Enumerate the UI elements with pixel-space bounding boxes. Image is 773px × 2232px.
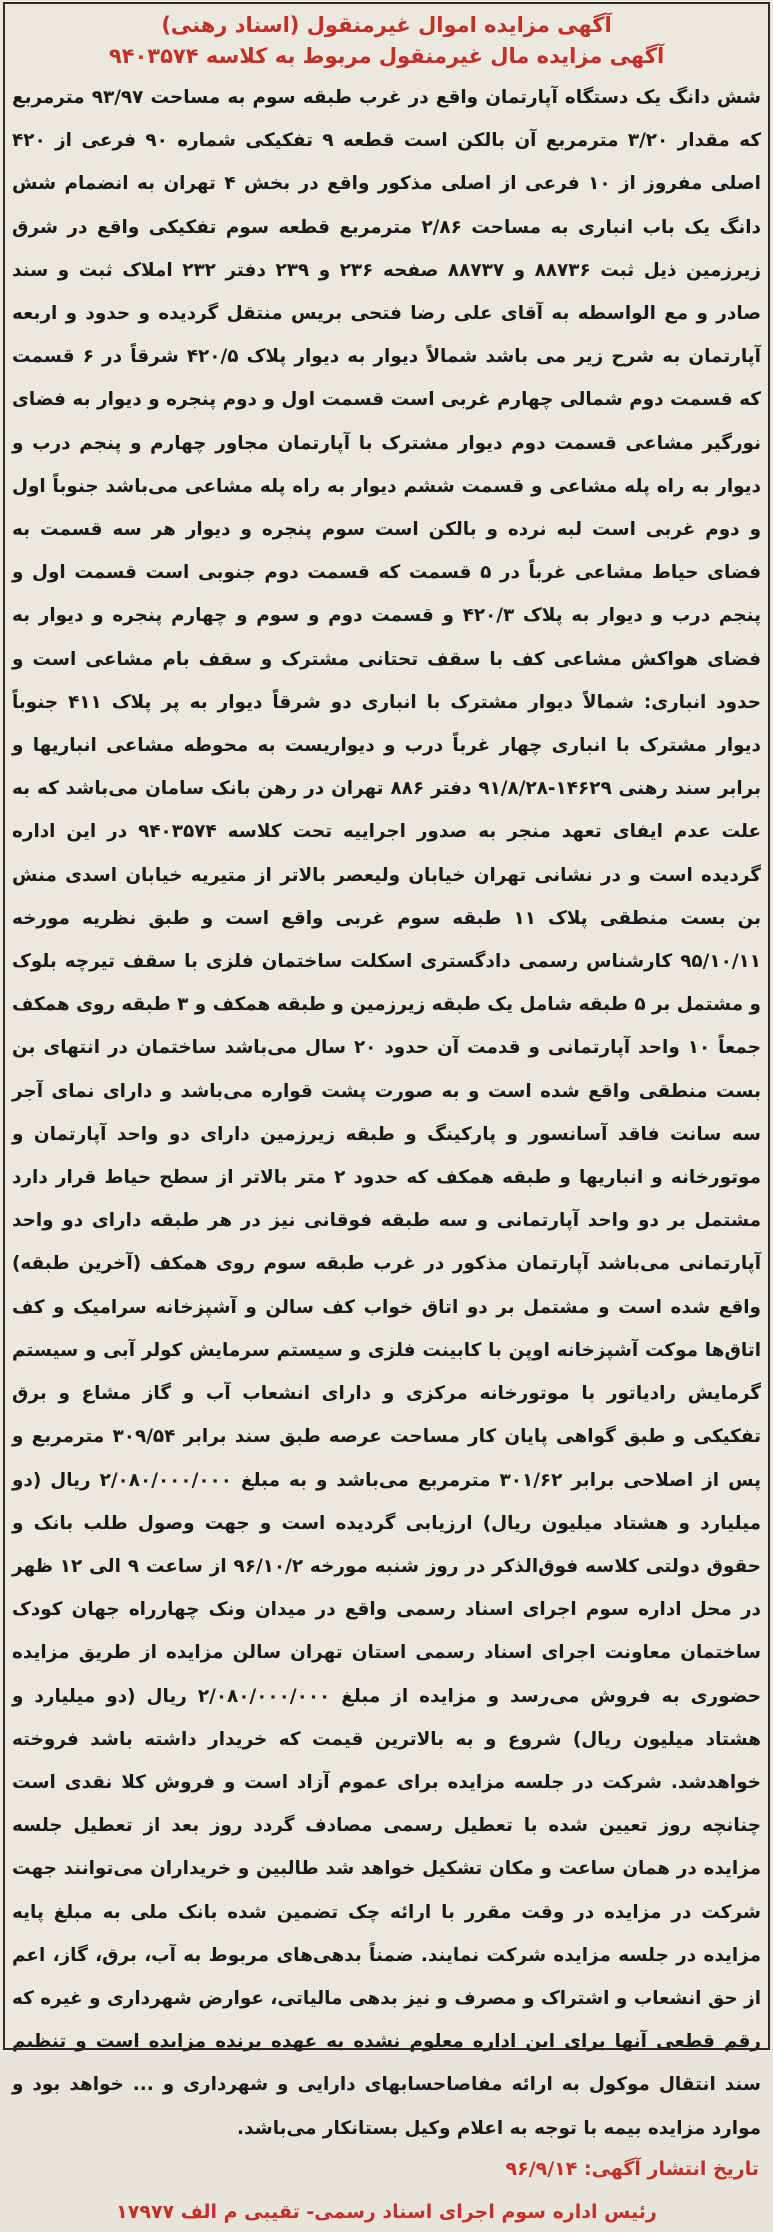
notice-title: آگهی مزایده اموال غیرمنقول (اسناد رهنی): [161, 13, 612, 37]
notice-subtitle: آگهی مزایده مال غیرمنقول مربوط به کلاسه ۹۴۰۳۵۷۴: [108, 44, 665, 68]
notice-body: شش دانگ یک دستگاه آپارتمان واقع در غرب طبقه سوم به مساحت ۹۳/۹۷ مترمربع که مقدار ۳/۲۰ مترمربع آن بالکن است قطعه ۹ تفکیکی شماره ۹۰ فرعی از ۴۲۰ اصلی مفروز از ۱۰ فرعی از اصلی مذکور واقع در بخش ۴ تهران به انضمام شش دانگ یک باب انباری به مساحت ۲/۸۶ مترمربع قطعه سوم تفکیکی واقع در شرق زیرزمین ذیل ثبت ۸۸۷۳۶ و ۸۸۷۳۷ صفحه ۲۳۶ و ۲۳۹ دفتر ۲۳۲ املاک ثبت و سند صادر و مع الواسطه به آقای علی رضا فتحی بریس منتقل گردیده و حدود و اربعه آپارتمان به شرح زیر می باشد شمالاً دیوار به دیوار پلاک ۴۲۰/۵ شرقاً در ۶ قسمت که قسمت دوم شمالی چهارم غربی است قسمت اول و دوم پنجره و دیوار به فضای نورگیر مشاعی قسمت دوم دیوار مشترک با آپارتمان مجاور چهارم و پنجم درب و دیوار به راه پله مشاعی و قسمت ششم دیوار به راه پله مشاعی می‌باشد جنوباً اول و دوم غربی است لبه نرده و بالکن است سوم پنجره و دیوار هر سه قسمت به فضای حیاط مشاعی غرباً در ۵ قسمت که قسمت دوم جنوبی است قسمت اول و پنجم درب و دیوار به پلاک ۴۲۰/۳ و قسمت دوم و سوم و چهارم پنجره و دیوار به فضای هواکش مشاعی کف با سقف تحتانی مشترک و سقف بام مشاعی است و حدود انباری: شمالاً دیوار مشترک با انباری دو شرقاً دیوار به پر پلاک ۴۱۱ جنوباً دیوار مشترک با انباری چهار غرباً درب و دیواریست به محوطه مشاعی انباریها و برابر سند رهنی ۱۴۶۲۹-۹۱/۸/۲۸ دفتر ۸۸۶ تهران در رهن بانک سامان می‌باشد که به علت عدم ایفای تعهد منجر به صدور اجراییه تحت کلاسه ۹۴۰۳۵۷۴ در این اداره گردیده است و در نشانی تهران خیابان ولیعصر بالاتر از متیریه خیابان اسدی منش بن بست منطقی پلاک ۱۱ طبقه سوم غربی واقع است و طبق نظریه مورخه ۹۵/۱۰/۱۱ کارشناس رسمی دادگستری اسکلت ساختمان فلزی با سقف تیرچه بلوک و مشتمل بر ۵ طبقه شامل یک طبقه زیرزمین و طبقه همکف و ۳ طبقه روی همکف جمعاً ۱۰ واحد آپارتمانی و قدمت آن حدود ۲۰ سال می‌باشد ساختمان در انتهای بن بست منطقی واقع شده است و به صورت پشت قواره می‌باشد و دارای نمای آجر سه سانت فاقد آسانسور و پارکینگ و طبقه زیرزمین دارای دو واحد آپارتمان و موتورخانه و انباریها و طبقه همکف که حدود ۲ متر بالاتر از سطح حیاط قرار دارد مشتمل بر دو واحد آپارتمانی و سه طبقه فوقانی نیز در هر طبقه دارای دو واحد آپارتمانی می‌باشد آپارتمان مذکور در غرب طبقه سوم روی همکف (آخرین طبقه) واقع شده است و مشتمل بر دو اتاق خواب کف سالن و آشپزخانه سرامیک و کف اتاق‌ها موکت آشپزخانه اوپن با کابینت فلزی و سیستم سرمایش کولر آبی و سیستم گرمایش رادیاتور با موتورخانه مرکزی و دارای انشعاب آب و گاز مشاع و برق تفکیکی و طبق گواهی پایان کار مساحت عرصه طبق سند برابر ۳۰۹/۵۴ مترمربع و پس از اصلاحی برابر ۳۰۱/۶۲ مترمربع می‌باشد و به مبلغ ۲/۰۸۰/۰۰۰/۰۰۰ ریال (دو میلیارد و هشتاد میلیون ریال) ارزیابی گردیده است و جهت وصول طلب بانک و حقوق دولتی کلاسه فوق‌الذکر در روز شنبه مورخه ۹۶/۱۰/۲ از ساعت ۹ الی ۱۲ ظهر در محل اداره سوم اجرای اسناد رسمی واقع در میدان ونک چهارراه جهان کودک ساختمان معاونت اجرای اسناد رسمی استان تهران سالن مزایده از طریق مزایده حضوری به فروش می‌رسد و مزایده از مبلغ ۲/۰۸۰/۰۰۰/۰۰۰ ریال (دو میلیارد و هشتاد میلیون ریال) شروع و به بالاترین قیمت که خریدار داشته باشد فروخته خواهدشد. شرکت در جلسه مزایده برای عموم آزاد است و فروش کلا نقدی است چنانچه روز تعیین شده با تعطیل رسمی مصادف گردد روز بعد از تعطیل جلسه مزایده در همان ساعت و مکان تشکیل خواهد شد طالبین و خریداران می‌توانند جهت شرکت در مزایده در وقت مقرر با ارائه چک تضمین شده بانک ملی به مبلغ پایه مزایده در جلسه مزایده شرکت نمایند. ضمناً بدهی‌های مربوط به آب، برق، گاز، اعم از حق انشعاب و اشتراک و مصرف و نیز بدهی مالیاتی، عوارض شهرداری و غیره که رقم قطعی آنها برای این اداره معلوم نشده به عهده برنده مزایده است و تنظیم سند انتقال موکول به ارائه مفاصاحسابهای دارایی و شهرداری و ... خواهد بود و موارد مزایده بیمه با توجه به اعلام وکیل بستانکار می‌باشد.: [12, 87, 762, 2139]
publication-date: تاریخ انتشار آگهی: ۹۶/۹/۱۴: [505, 2157, 759, 2180]
signature-line: رئیس اداره سوم اجرای اسناد رسمی- تقیبی م الف ۱۷۹۷۷: [116, 2200, 657, 2223]
